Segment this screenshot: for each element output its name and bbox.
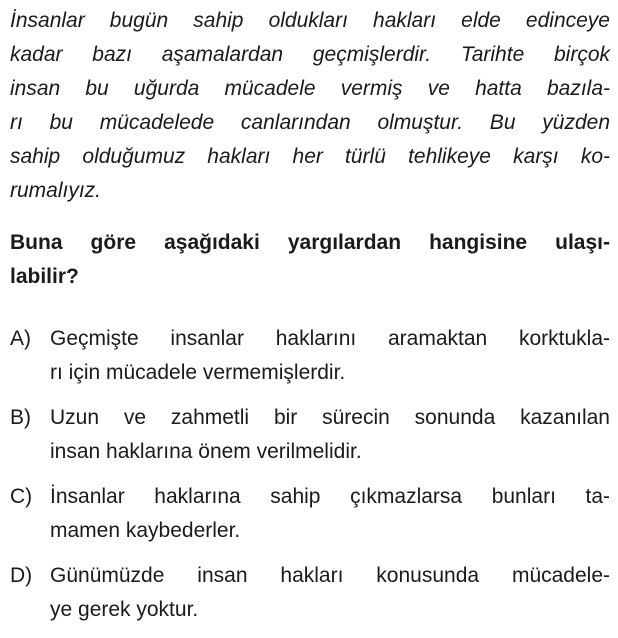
passage-line: İnsanlar bugün sahip oldukları hakları elde edinceye xyxy=(10,9,610,32)
option-d[interactable] xyxy=(10,559,610,631)
option-text xyxy=(50,322,610,390)
option-c[interactable] xyxy=(10,480,610,552)
option-line: Günümüzde insan hakları konusunda mücadele- xyxy=(50,564,610,587)
passage-line: rı bu mücadelede canlarından olmuştur. Bu yüzden xyxy=(10,111,610,134)
option-a[interactable] xyxy=(10,322,610,394)
option-text xyxy=(50,480,610,548)
option-line: Geçmişte insanlar haklarını aramaktan korktukla- xyxy=(50,327,610,350)
option-line: insan haklarına önem verilmelidir. xyxy=(50,440,362,463)
passage-line: insan bu uğurda mücadele vermiş ve hatta bazıla- xyxy=(10,77,610,100)
option-line: ye gerek yoktur. xyxy=(50,598,199,621)
option-letter: C) xyxy=(10,485,33,508)
option-line: rı için mücadele vermemişlerdir. xyxy=(50,361,346,384)
passage-line: sahip olduğumuz hakları her türlü tehlikeye karşı ko- xyxy=(10,145,610,168)
option-letter: A) xyxy=(10,327,31,350)
option-line: İnsanlar haklarına sahip çıkmazlarsa bunları ta- xyxy=(50,485,610,508)
answer-options xyxy=(10,322,610,638)
option-b[interactable] xyxy=(10,401,610,473)
option-line: Uzun ve zahmetli bir sürecin sonunda kazanılan xyxy=(50,406,610,429)
passage-line: rumalıyız. xyxy=(10,179,102,202)
option-line: mamen kaybederler. xyxy=(50,519,241,542)
option-text xyxy=(50,401,610,469)
option-text xyxy=(50,559,610,627)
option-letter: B) xyxy=(10,406,31,429)
question-line: labilir? xyxy=(10,265,79,288)
passage-text xyxy=(10,4,610,208)
option-letter: D) xyxy=(10,564,33,587)
passage-line: kadar bazı aşamalardan geçmişlerdir. Tarihte birçok xyxy=(10,43,610,66)
question-line: Buna göre aşağıdaki yargılardan hangisine ulaşı- xyxy=(10,231,610,254)
question-stem xyxy=(10,226,610,294)
